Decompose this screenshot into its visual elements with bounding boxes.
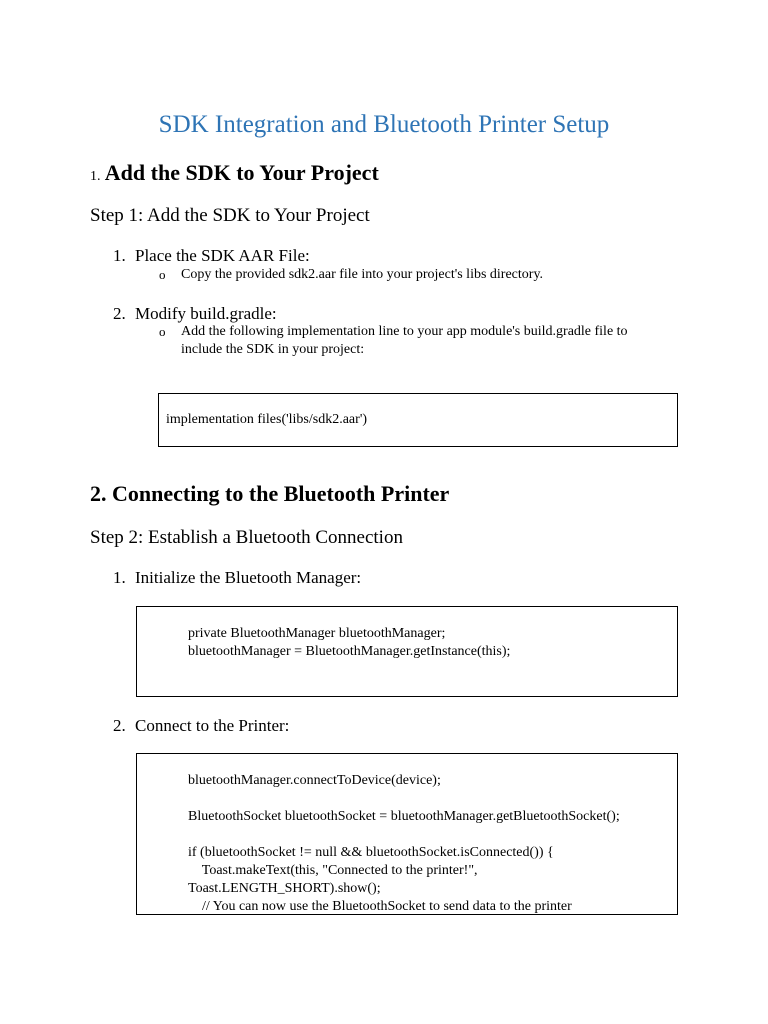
section-1-heading xyxy=(90,160,379,190)
list-item-label: Initialize the Bluetooth Manager: xyxy=(135,568,362,587)
list-item-number: 1. xyxy=(113,568,126,587)
code-line: Toast.makeText(this, "Connected to the printer!", xyxy=(188,863,478,878)
code-line: Toast.LENGTH_SHORT).show(); xyxy=(188,881,381,896)
code-line xyxy=(188,826,677,844)
bullet-text-line-2: include the SDK in your project: xyxy=(181,342,365,357)
bullet-item xyxy=(159,323,628,359)
section-1-number: 1. xyxy=(90,169,101,184)
code-line: private BluetoothManager bluetoothManager; xyxy=(188,626,446,641)
list-item xyxy=(113,567,361,589)
bullet-text: Copy the provided sdk2.aar file into your project's libs directory. xyxy=(181,267,544,282)
section-1-heading-text: Add the SDK to Your Project xyxy=(104,160,379,185)
code-block-connect xyxy=(136,753,678,915)
bullet-marker: o xyxy=(159,324,166,339)
list-item xyxy=(113,245,310,267)
code-line: bluetoothManager = BluetoothManager.getInstance(this); xyxy=(188,644,511,659)
list-item-label: Connect to the Printer: xyxy=(135,716,290,735)
code-line: if (bluetoothSocket != null && bluetoothSocket.isConnected()) { xyxy=(188,845,554,860)
list-item xyxy=(113,715,289,737)
list-item-number: 1. xyxy=(113,246,126,265)
bullet-marker: o xyxy=(159,267,166,282)
code-line: // You can now use the BluetoothSocket to send data to the printer xyxy=(188,899,572,914)
bullet-item xyxy=(159,266,544,284)
step-2-heading: Step 2: Establish a Bluetooth Connection xyxy=(90,527,403,548)
bullet-text-line-1: Add the following implementation line to your app module's build.gradle file to xyxy=(181,324,628,339)
code-line: implementation files('libs/sdk2.aar') xyxy=(166,412,367,427)
list-item-label: Place the SDK AAR File: xyxy=(135,246,310,265)
document-title: SDK Integration and Bluetooth Printer Setup xyxy=(158,111,610,138)
code-line: bluetoothManager.connectToDevice(device); xyxy=(188,773,441,788)
list-item xyxy=(113,303,277,325)
list-item-number: 2. xyxy=(113,304,126,323)
list-item-number: 2. xyxy=(113,716,126,735)
code-block-gradle xyxy=(158,393,678,447)
step-1-heading: Step 1: Add the SDK to Your Project xyxy=(90,205,370,226)
code-line xyxy=(188,790,677,808)
code-line: BluetoothSocket bluetoothSocket = bluetoothManager.getBluetoothSocket(); xyxy=(188,809,620,824)
code-block-init xyxy=(136,606,678,697)
section-2-heading: 2. Connecting to the Bluetooth Printer xyxy=(90,481,450,506)
list-item-label: Modify build.gradle: xyxy=(135,304,277,323)
